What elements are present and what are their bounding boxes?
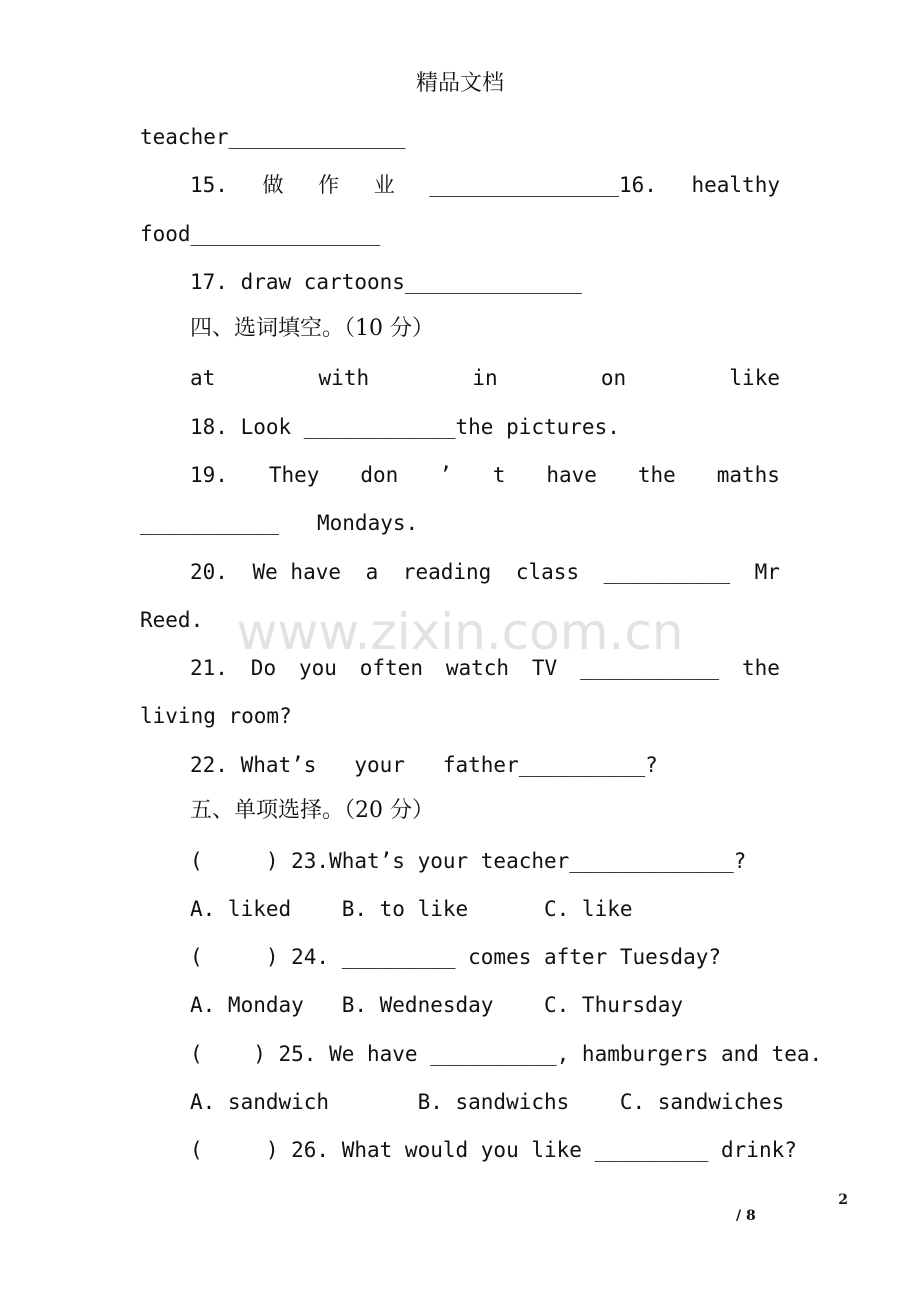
q20-word-5: Mr: [754, 560, 780, 584]
page-number: 2: [838, 1192, 848, 1208]
line-q23-options: A. liked B. to like C. like: [190, 897, 633, 921]
line-q20: [190, 559, 780, 585]
q21-word-2: you: [298, 656, 337, 680]
q21-number: 21.: [190, 656, 228, 680]
q21-blank: ___________: [580, 656, 720, 680]
line-q17: 17. draw cartoons______________: [190, 270, 582, 294]
line-q26: ( ) 26. What would you like _________ drink?: [190, 1138, 797, 1162]
line-q23: ( ) 23.What’s your teacher_____________?: [190, 849, 747, 873]
q19-number: 19.: [190, 463, 228, 487]
q15-blank-q16-number: _______________16.: [429, 173, 657, 197]
line-q15-q16: [190, 172, 780, 198]
q21-word-5: TV: [531, 656, 558, 680]
q19-word-5: the: [637, 463, 676, 487]
line-q24-options: A. Monday B. Wednesday C. Thursday: [190, 993, 684, 1017]
line-q19: [190, 462, 780, 488]
page-total: / 8: [736, 1208, 756, 1224]
q20-word-4: class: [515, 560, 580, 584]
line-q18: 18. Look ____________the pictures.: [190, 415, 620, 439]
line-q25-options: A. sandwich B. sandwichs C. sandwiches: [190, 1090, 785, 1114]
q15-number: 15.: [190, 173, 228, 197]
watermark: www.zixin.com.cn: [236, 603, 684, 661]
section-heading-four: 四、选词填空。（10 分）: [190, 316, 434, 341]
page-header-title: 精品文档: [415, 71, 504, 96]
q15-char-1: 做: [262, 173, 284, 197]
q21-word-3: often: [359, 656, 423, 680]
line-q25: ( ) 25. We have __________, hamburgers and tea.: [190, 1042, 823, 1066]
line-q22: 22. What’s your father__________?: [190, 753, 658, 777]
line-q19-cont: ___________ Mondays.: [140, 511, 419, 535]
word-in: in: [472, 366, 498, 390]
q19-word-6: maths: [716, 463, 780, 487]
q16-word: healthy: [691, 173, 780, 197]
q15-char-2: 作: [318, 173, 340, 197]
line-food-blank: food_______________: [140, 222, 381, 246]
line-q20-cont: Reed.: [140, 608, 204, 632]
q20-number: 20.: [190, 560, 228, 584]
word-on: on: [600, 366, 627, 390]
q21-word-4: watch: [445, 656, 510, 680]
section-heading-five: 五、单项选择。（20 分）: [190, 798, 434, 823]
q19-word-2: don: [360, 463, 399, 487]
q20-blank: __________: [603, 560, 731, 584]
q21-word-1: Do: [250, 656, 277, 680]
q15-char-3: 业: [373, 173, 395, 197]
q19-word-1: They: [268, 463, 320, 487]
q19-apostrophe: ’: [439, 463, 452, 487]
q20-word-3: reading: [402, 560, 492, 584]
word-at: at: [190, 366, 216, 390]
line-teacher-blank: teacher______________: [140, 125, 406, 149]
word-bank: [190, 365, 780, 391]
q19-word-4: have: [546, 463, 597, 487]
line-q21: [190, 655, 780, 681]
q20-word-2: a: [365, 560, 379, 584]
word-like: like: [729, 366, 780, 390]
line-q24: ( ) 24. _________ comes after Tuesday?: [190, 945, 722, 969]
line-q21-cont: living room?: [140, 704, 292, 728]
q21-word-6: the: [742, 656, 780, 680]
word-with: with: [318, 366, 370, 390]
q20-word-1: We have: [252, 560, 342, 584]
q19-word-3: t: [492, 463, 506, 487]
